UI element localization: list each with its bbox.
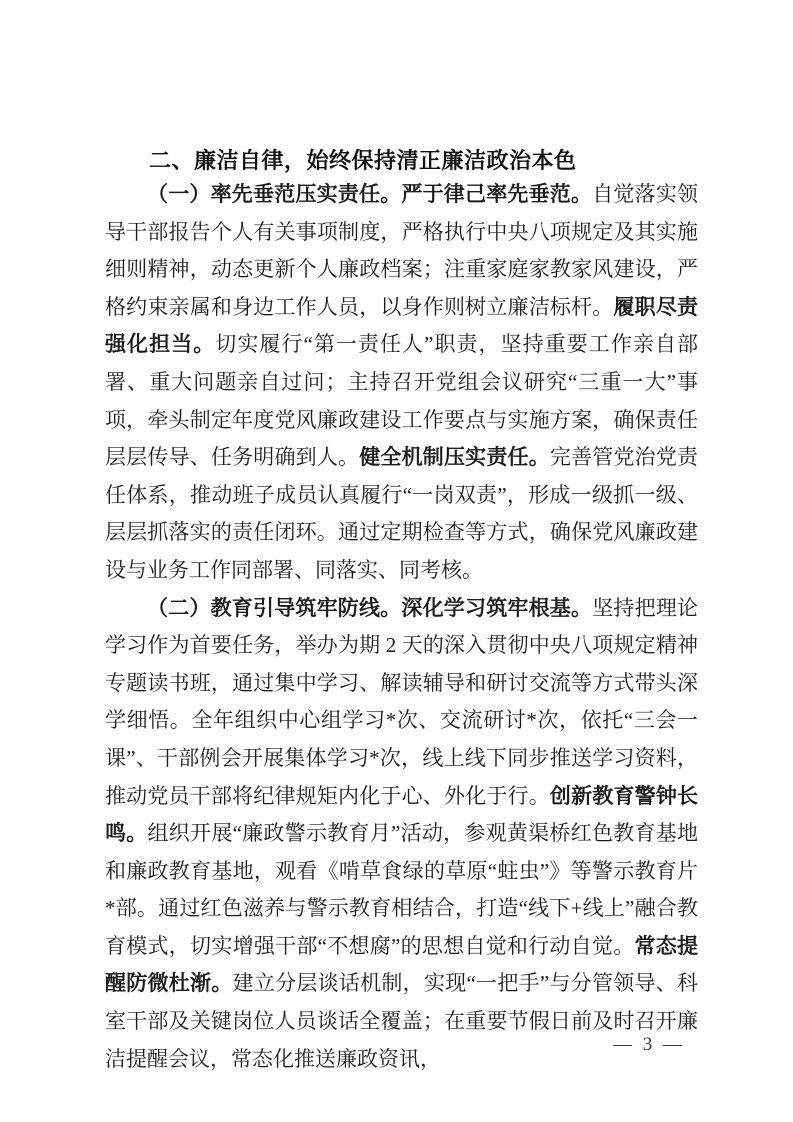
text-run: 组织开展“廉政警示教育月”活动，参观黄渠桥红色教育基地和廉政教育基地，观看《啃草食绿的草原“蛀虫”》等警示教育片*部。通过红色滋养与警示教育相结合，打造“线下+线上”融合教育模式，切实增强干部“不想腐”的思想自觉和行动自觉。: [105, 821, 699, 958]
text-run: （二）教育引导筑牢防线。: [147, 595, 402, 620]
text-run: 切实履行“第一责任人”职责，坚持重要工作亲自部署、重大问题亲自过问；主持召开党组会议研究“三重一大”事项，牵头制定年度党风廉政建设工作要点与实施方案，确保责任层层传导、任务明确到人。: [105, 332, 699, 470]
text-run: 健全机制压实责任。: [359, 445, 550, 470]
text-run: 建立分层谈话机制，实现“一把手”与分管领导、科室干部及关键岗位人员谈话全覆盖；在重要节假日前及时召开廉洁提醒会议，常态化推送廉政资讯，: [105, 971, 699, 1071]
text-run: 常态提醒防微杜渐。: [105, 933, 699, 996]
paragraph: [105, 176, 698, 590]
text-run: 完善管党治党责任体系，推动班子成员认真履行“一岗双责”，形成一级抓一级、层层抓落实的责任闭环。通过定期检查等方式，确保党风廉政建设与业务工作同部署、同落实、同考核。: [105, 445, 699, 582]
paragraph: [105, 590, 698, 1079]
text-run: （一）率先垂范压实责任。: [147, 182, 402, 206]
document-body: [105, 176, 698, 1078]
page-number: — 3 —: [613, 1034, 685, 1055]
text-run: 履职尽责强化担当。: [105, 294, 699, 357]
text-run: 自觉落实领导干部报告个人有关事项制度，严格执行中央八项规定及其实施细则精神，动态更新个人廉政档案；注重家庭家教家风建设，严格约束亲属和身边工作人员，以身作则树立廉洁标杆。: [105, 182, 699, 319]
text-run: 坚持把理论学习作为首要任务，举办为期 2 天的深入贯彻中央八项规定精神专题读书班，通过集中学习、解读辅导和研讨交流等方式带头深学细悟。全年组织中心组学习*次、交流研讨*次，依托“三会一课”、干部例会开展集体学习*次，线上线下同步推送学习资料，推动党员干部将纪律规矩内化于心、外化于行。: [105, 595, 699, 808]
document-content: [105, 145, 698, 1078]
section-heading: 二、廉洁自律，始终保持清正廉洁政治本色: [149, 148, 577, 173]
text-run: 深化学习筑牢根基。: [401, 595, 593, 620]
text-run: 创新教育警钟长鸣。: [105, 783, 699, 846]
text-run: 严于律己率先垂范。: [401, 182, 593, 206]
